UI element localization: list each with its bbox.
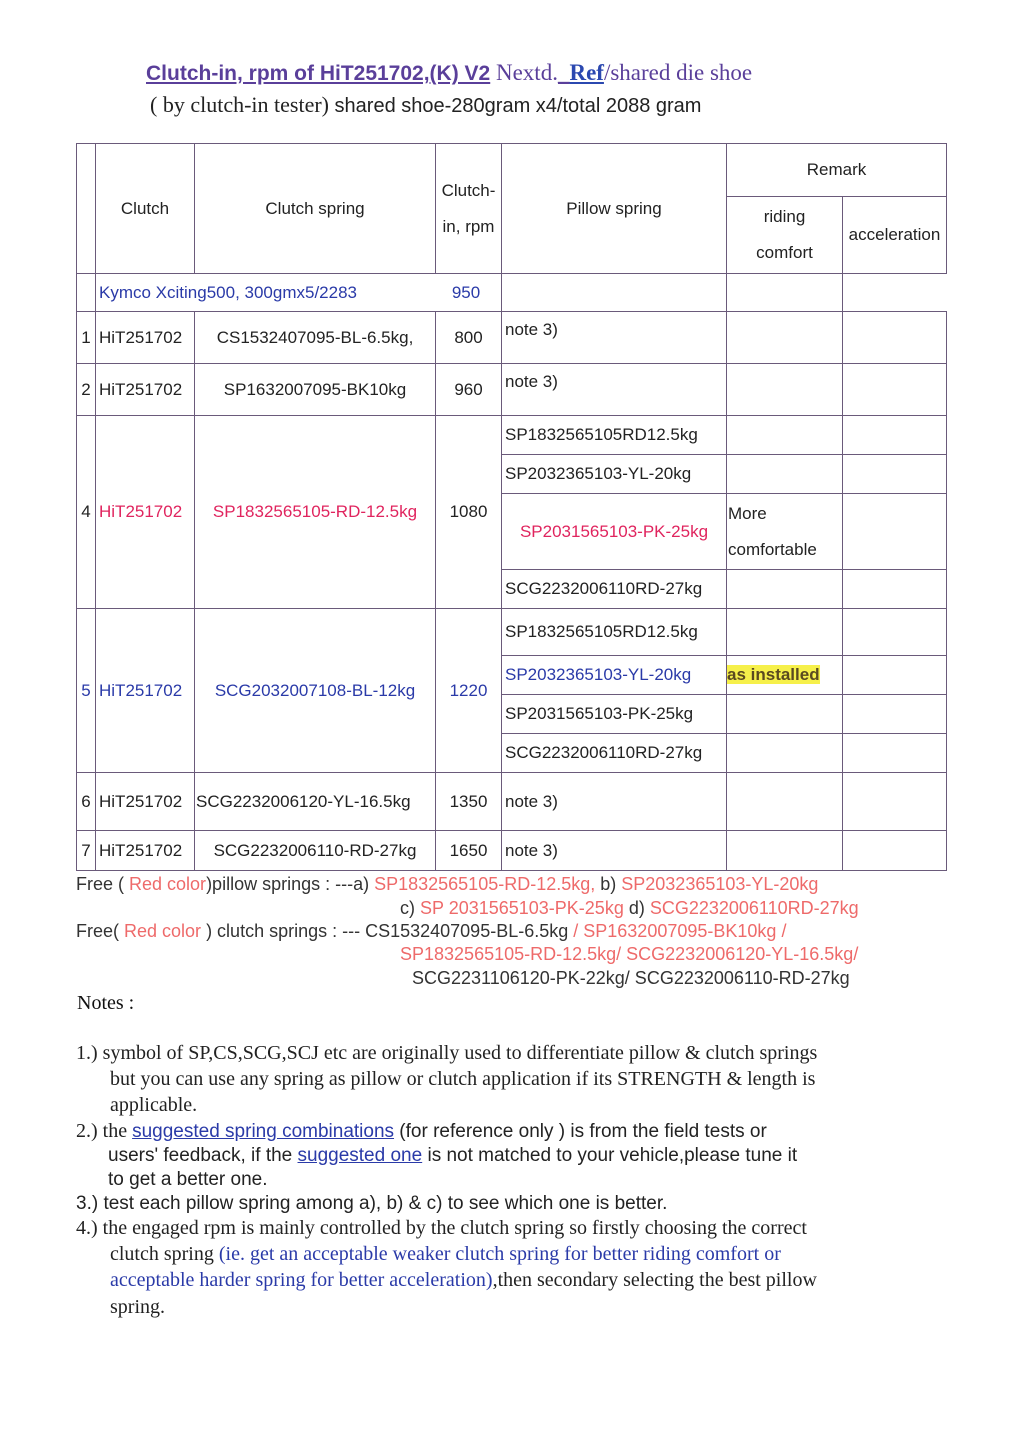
row-remark: [727, 494, 843, 570]
row-clutch-spring: SCG2232006110-RD-27kg: [195, 831, 436, 871]
free-clutch-line1: Free( Red color ) clutch springs : --- CS1532407095-BL-6.5kg / SP1632007095-BK10kg /: [76, 921, 787, 941]
row-number: 1: [77, 312, 96, 364]
table-row: [77, 364, 947, 416]
remark-line2: comfortable: [728, 539, 817, 559]
subtitle-part1: ( by clutch-in tester): [150, 92, 329, 117]
free-pillow-line1: Free ( Red color)pillow springs : ---a) SP1832565105-RD-12.5kg, b) SP2032365103-YL-20kg: [76, 874, 819, 894]
title-part2: Nextd.: [490, 60, 558, 85]
header-rpm: [436, 144, 502, 274]
free-clutch-line2: SP1832565105-RD-12.5kg/ SCG2232006120-YL-16.5kg/: [400, 944, 859, 964]
row-pillow: note 3): [502, 364, 727, 416]
header-remark: Remark: [727, 144, 947, 197]
header-riding-comfort: [727, 197, 843, 274]
row-rpm: 960: [436, 364, 502, 416]
row-number: 2: [77, 364, 96, 416]
table-row: [77, 773, 947, 831]
row-pillow: SP2032365103-YL-20kg: [502, 455, 727, 494]
row-rpm: 1080: [436, 416, 502, 609]
row-clutch-spring: SCG2232006120-YL-16.5kg: [195, 773, 436, 831]
row-pillow: SCG2232006110RD-27kg: [502, 734, 727, 773]
reference-rpm: 950: [451, 283, 481, 302]
row-rpm: 1650: [436, 831, 502, 871]
row-clutch: HiT251702: [96, 416, 195, 609]
header-row: [77, 144, 947, 197]
row-number: 6: [77, 773, 96, 831]
row-pillow: SP2031565103-PK-25kg: [502, 494, 727, 570]
reference-label: Kymco Xciting500, 300gmx5/2283: [96, 274, 502, 312]
title-part3: _: [557, 60, 570, 85]
row-clutch-spring: CS1532407095-BL-6.5kg,: [195, 312, 436, 364]
row-clutch-spring: SCG2032007108-BL-12kg: [195, 609, 436, 773]
row-clutch-spring: SP1832565105-RD-12.5kg: [195, 416, 436, 609]
red-color-label: Red color: [129, 874, 207, 894]
table-row: [77, 831, 947, 871]
document-subtitle: [150, 92, 701, 118]
spring-table: [76, 143, 947, 871]
suggested-combinations-link[interactable]: suggested spring combinations: [132, 1121, 395, 1142]
row-number: 4: [77, 416, 96, 609]
row-pillow: SP1832565105RD12.5kg: [502, 416, 727, 455]
row-rpm: 800: [436, 312, 502, 364]
subtitle-part2: shared shoe-280gram x4/total 2088 gram: [329, 95, 702, 117]
note-4-line1: 4.) the engaged rpm is mainly controlled by the clutch spring so firstly choosing the correct: [76, 1217, 807, 1239]
note-1-line1: 1.) symbol of SP,CS,SCG,SCJ etc are originally used to differentiate pillow & clutch springs: [76, 1042, 818, 1064]
row-pillow: note 3): [502, 831, 727, 871]
header-riding-line1: riding: [763, 207, 806, 226]
header-acceleration: acceleration: [843, 197, 947, 274]
row-number: 7: [77, 831, 96, 871]
row-clutch: HiT251702: [96, 364, 195, 416]
suggested-one-link[interactable]: suggested one: [297, 1145, 423, 1166]
table-row: [77, 609, 947, 656]
header-rpm-line2: in, rpm: [442, 216, 495, 236]
note-4-line2: clutch spring (ie. get an acceptable weaker clutch spring for better riding comfort or: [110, 1243, 781, 1265]
note-4-line4: spring.: [110, 1296, 165, 1318]
table-row: [77, 416, 947, 455]
row-clutch: HiT251702: [96, 312, 195, 364]
note-1-line2: but you can use any spring as pillow or clutch application if its STRENGTH & length is: [110, 1068, 816, 1090]
header-pillow: Pillow spring: [502, 144, 727, 274]
note-2-line2: users' feedback, if the suggested one is not matched to your vehicle,please tune it: [108, 1145, 798, 1166]
note-2-line1: 2.) the suggested spring combinations (for reference only ) is from the field tests or: [76, 1120, 767, 1142]
row-number: 5: [77, 609, 96, 773]
reference-row: [77, 274, 947, 312]
header-rpm-line1: Clutch-: [441, 180, 496, 200]
header-clutch-spring: Clutch spring: [195, 144, 436, 274]
note-2-line3: to get a better one.: [108, 1169, 268, 1190]
title-part1: Clutch-in, rpm of HiT251702,(K) V2: [146, 62, 491, 85]
row-rpm: 1350: [436, 773, 502, 831]
table-row: [77, 312, 947, 364]
as-installed-badge: as installed: [727, 665, 820, 684]
row-pillow: SCG2232006110RD-27kg: [502, 570, 727, 609]
notes-title: Notes :: [77, 992, 135, 1014]
row-clutch: HiT251702: [96, 773, 195, 831]
row-clutch: HiT251702: [96, 831, 195, 871]
row-clutch-spring: SP1632007095-BK10kg: [195, 364, 436, 416]
row-pillow: SP2032365103-YL-20kg: [502, 656, 727, 695]
note-1-line3: applicable.: [110, 1094, 198, 1116]
document-title: [146, 60, 752, 86]
remark-line1: More: [728, 503, 767, 523]
row-pillow: SP1832565105RD12.5kg: [502, 609, 727, 656]
row-clutch: HiT251702: [96, 609, 195, 773]
note-3: 3.) test each pillow spring among a), b) & c) to see which one is better.: [76, 1193, 668, 1214]
title-part5: /shared die shoe: [603, 60, 753, 85]
note-4-line3: acceptable harder spring for better acceleration),then secondary selecting the best pillow: [110, 1269, 817, 1291]
header-riding-line2: comfort: [756, 243, 813, 262]
title-part4: Ref: [569, 60, 604, 85]
row-pillow: note 3): [502, 312, 727, 364]
row-pillow: SP2031565103-PK-25kg: [502, 695, 727, 734]
red-color-label: Red color: [124, 921, 202, 941]
free-clutch-line3: SCG2231106120-PK-22kg/ SCG2232006110-RD-27kg: [412, 968, 850, 988]
row-pillow: note 3): [502, 773, 727, 831]
row-rpm: 1220: [436, 609, 502, 773]
header-clutch: Clutch: [96, 144, 195, 274]
free-pillow-line2: c) SP 2031565103-PK-25kg d) SCG2232006110RD-27kg: [400, 898, 859, 918]
